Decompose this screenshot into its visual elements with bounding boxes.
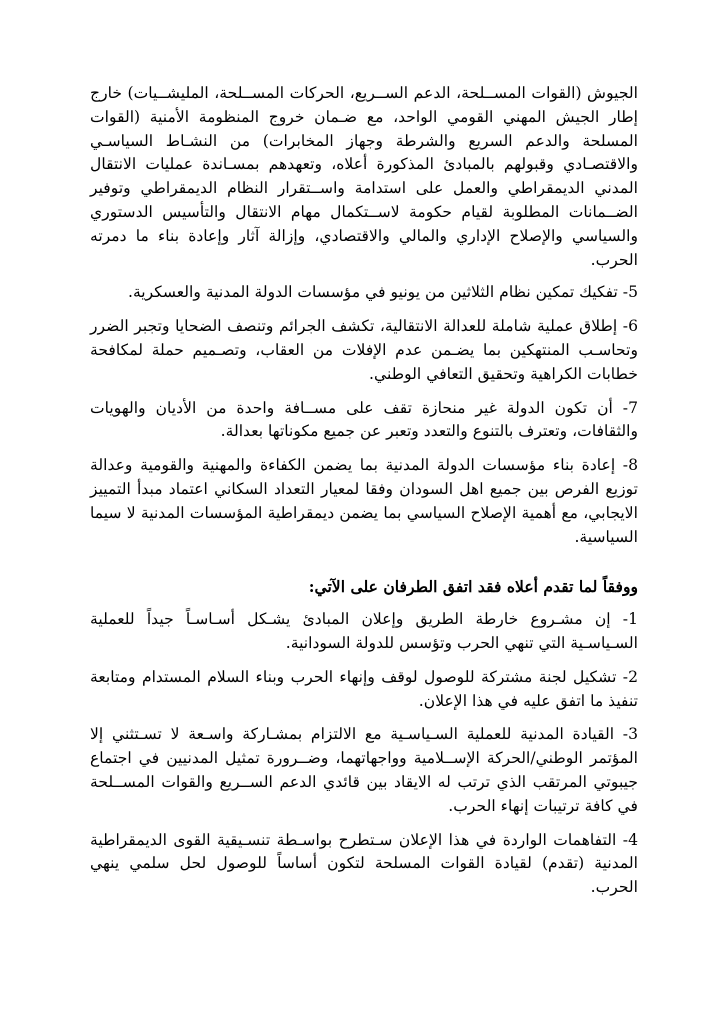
item-7-paragraph: 7- أن تكون الدولة غير منحازة تقف على مســافة واحدة من الأديان والهويات والثقافات، وتعترف بالتنوع والتعدد وتعبر عن جميع مكوناتها بعدالة. (90, 398, 638, 441)
item-5-paragraph: 5- تفكيك تمكين نظام الثلاثين من يونيو في مؤسسات الدولة المدنية والعسكرية. (127, 283, 638, 302)
agreed-item-2-paragraph: 2- تشكيل لجنة مشتركة للوصول لوقف وإنهاء الحرب وبناء السلام المستدام ومتابعة تنفيذ ما اتفق عليه في هذا الإعلان. (90, 667, 638, 710)
agreed-item-1-paragraph: 1- إن مشـروع خارطة الطريق وإعلان المبادئ يشـكل أسـاسـاً جيداً للعملية السـياسـية التي تنهي الحرب وتؤسس للدولة السودانية. (90, 610, 638, 652)
agreed-item-3-paragraph: 3- القيادة المدنية للعملية السـياسـية مع الالتزام بمشـاركة واسـعة لا تسـتثني إلا المؤتمر الوطني/الحركة الإســلامية وواجهاتهما، وضــرورة تمثيل المدنيين في اجتماع جيبوتي المرتقب الذي ترتب له الايقاد بين قائدي الدعم الســريع والقوات المســلحة في كافة ترتيبات إنهاء الحرب. (90, 725, 638, 815)
intro-paragraph: الجيوش (القوات المســلحة، الدعم الســريع، الحركات المســلحة، المليشــيات) خارج إطار الجيش المهني القومي الواحد، مع ضـمان خروج المنظومة الأمنية (القوات المسلحة والدعم السريع والشرطة وجهاز المخابرات) من النشـاط السياسـي والاقتصـادي وقبولهم بالمبادئ المذكورة أعلاه، وتعهدهم بمسـاندة عمليات الانتقال المدني الديمقراطي والعمل على استدامة واســتقرار النظام الديمقراطي وتوفير الضــمانات المطلوبة لقيام حكومة لاســتكمال مهام الانتقال والتأسيس الدستوري والسياسي والإصلاح الإداري والمالي والاقتصادي، وإزالة آثار وإعادة بناء ما دمرته الحرب. (90, 84, 638, 269)
agreed-item-4-paragraph: 4- التفاهمات الواردة في هذا الإعلان سـتطرح بواسـطة تنسـيقية القوى الديمقراطية المدنية (تقدم) لقيادة القوات المسلحة لتكون أساساً للوصول لحل سلمي ينهي الحرب. (90, 830, 638, 897)
agreement-heading: ووفقاً لما تقدم أعلاه فقد اتفق الطرفان على الآتي: (308, 577, 638, 597)
document-body (90, 82, 638, 900)
item-6-paragraph: 6- إطلاق عملية شاملة للعدالة الانتقالية، تكشف الجرائم وتنصف الضحايا وتجبر الضرر وتحاسـب المنتهكين بما يضـمن عدم الإفلات من العقاب، وتصـميم حملة لمكافحة خطابات الكراهية وتحقيق التعافي الوطني. (90, 317, 638, 383)
item-8-paragraph: 8- إعادة بناء مؤسسات الدولة المدنية بما يضمن الكفاءة والمهنية والقومية وعدالة توزيع الفرص بين جميع اهل السودان وفقا لمعيار التعداد السكاني اعتماد مبدأ التمييز الايجابي، مع أهمية الإصلاح السياسي بما يضمن ديمقراطية المؤسسات المدنية لا سيما السياسية. (90, 456, 638, 546)
